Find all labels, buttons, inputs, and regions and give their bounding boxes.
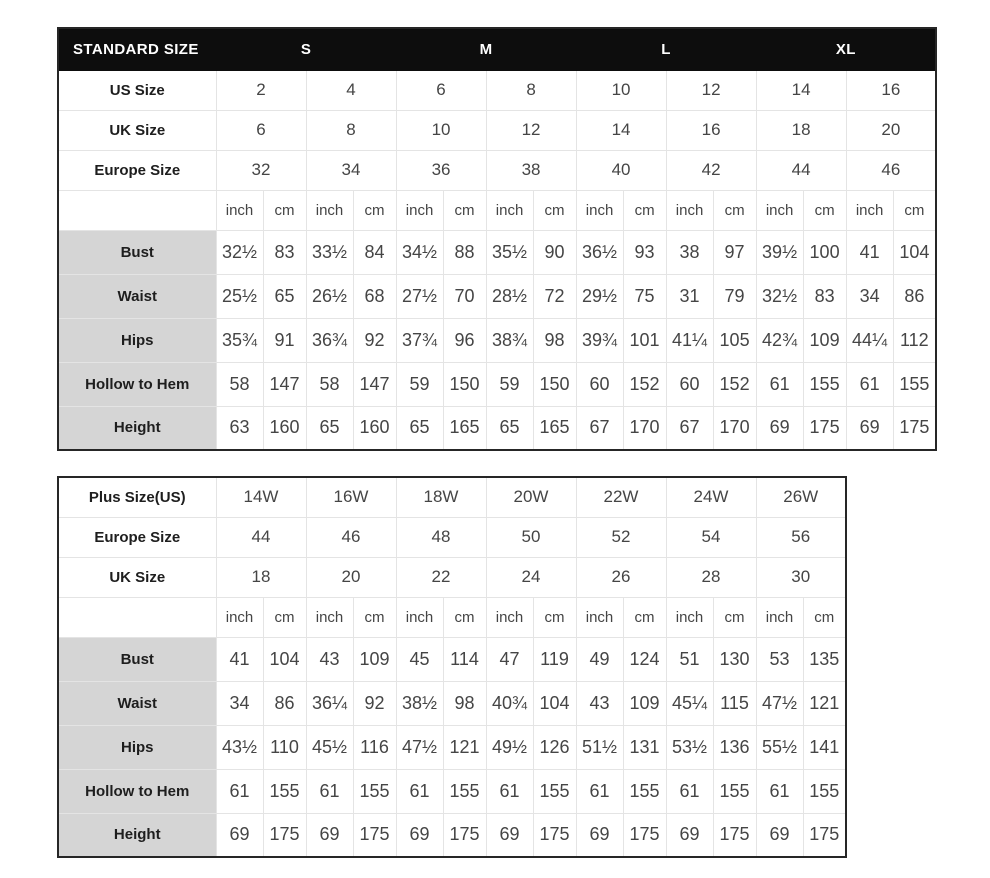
unit-cm-label: cm (713, 597, 756, 637)
size-value-cell: 22W (576, 477, 666, 517)
measurement-value-cell: 61 (846, 362, 893, 406)
measure-row-label: Hollow to Hem (58, 769, 216, 813)
measurement-value-cell: 63 (216, 406, 263, 450)
measurement-value-cell: 43 (576, 681, 623, 725)
measurement-value-cell: 92 (353, 318, 396, 362)
measurement-value-cell: 42¾ (756, 318, 803, 362)
measurement-value-cell: 109 (353, 637, 396, 681)
size-value-cell: 24 (486, 557, 576, 597)
size-value-cell: 20 (306, 557, 396, 597)
measurement-value-cell: 44¼ (846, 318, 893, 362)
size-value-cell: 46 (846, 150, 936, 190)
size-value-cell: 38 (486, 150, 576, 190)
measurement-value-cell: 175 (263, 813, 306, 857)
measurement-value-cell: 61 (666, 769, 713, 813)
measurement-value-cell: 92 (353, 681, 396, 725)
measurement-value-cell: 86 (263, 681, 306, 725)
measurement-value-cell: 45 (396, 637, 443, 681)
measurement-value-cell: 152 (713, 362, 756, 406)
size-value-cell: 24W (666, 477, 756, 517)
measurement-value-cell: 98 (533, 318, 576, 362)
measurement-value-cell: 90 (533, 230, 576, 274)
measurement-value-cell: 49 (576, 637, 623, 681)
measurement-value-cell: 100 (803, 230, 846, 274)
measurement-value-cell: 51 (666, 637, 713, 681)
measurement-value-cell: 152 (623, 362, 666, 406)
measure-row-label: Hollow to Hem (58, 362, 216, 406)
size-value-cell: 8 (486, 70, 576, 110)
size-value-cell: 30 (756, 557, 846, 597)
measurement-value-cell: 121 (803, 681, 846, 725)
measurement-value-cell: 59 (486, 362, 533, 406)
unit-cm-label: cm (713, 190, 756, 230)
measurement-value-cell: 175 (893, 406, 936, 450)
unit-corner-cell (58, 597, 216, 637)
standard-size-table (57, 27, 937, 451)
measurement-value-cell: 45½ (306, 725, 353, 769)
measurement-value-cell: 69 (486, 813, 533, 857)
measurement-value-cell: 38 (666, 230, 713, 274)
unit-inch-label: inch (216, 190, 263, 230)
row-label: UK Size (58, 557, 216, 597)
size-value-cell: 8 (306, 110, 396, 150)
measurement-value-cell: 43½ (216, 725, 263, 769)
measurement-value-cell: 175 (803, 813, 846, 857)
size-value-cell: 10 (576, 70, 666, 110)
measurement-value-cell: 34½ (396, 230, 443, 274)
measurement-value-cell: 35¾ (216, 318, 263, 362)
measurement-value-cell: 155 (443, 769, 486, 813)
measurement-value-cell: 135 (803, 637, 846, 681)
measurement-value-cell: 69 (396, 813, 443, 857)
unit-corner-cell (58, 190, 216, 230)
unit-inch-label: inch (306, 597, 353, 637)
measurement-value-cell: 58 (306, 362, 353, 406)
measurement-value-cell: 98 (443, 681, 486, 725)
measurement-value-cell: 49½ (486, 725, 533, 769)
measurement-value-cell: 170 (713, 406, 756, 450)
measurement-value-cell: 65 (396, 406, 443, 450)
measurement-value-cell: 105 (713, 318, 756, 362)
size-value-cell: 50 (486, 517, 576, 557)
unit-inch-label: inch (666, 190, 713, 230)
measurement-value-cell: 83 (263, 230, 306, 274)
unit-cm-label: cm (803, 190, 846, 230)
measurement-value-cell: 37¾ (396, 318, 443, 362)
size-value-cell: 18 (216, 557, 306, 597)
row-label: Plus Size(US) (58, 477, 216, 517)
measurement-value-cell: 155 (803, 769, 846, 813)
unit-cm-label: cm (353, 190, 396, 230)
measurement-value-cell: 109 (803, 318, 846, 362)
measurement-value-cell: 155 (533, 769, 576, 813)
size-value-cell: 16 (666, 110, 756, 150)
size-value-cell: 26 (576, 557, 666, 597)
measurement-value-cell: 160 (353, 406, 396, 450)
measurement-value-cell: 39¾ (576, 318, 623, 362)
measurement-value-cell: 61 (756, 362, 803, 406)
size-value-cell: 20 (846, 110, 936, 150)
measurement-value-cell: 29½ (576, 274, 623, 318)
measurement-value-cell: 101 (623, 318, 666, 362)
measure-row-label: Height (58, 813, 216, 857)
measurement-value-cell: 67 (666, 406, 713, 450)
size-header-s: S (216, 28, 396, 70)
size-value-cell: 18 (756, 110, 846, 150)
unit-inch-label: inch (666, 597, 713, 637)
size-value-cell: 40 (576, 150, 666, 190)
measurement-value-cell: 32½ (216, 230, 263, 274)
measurement-value-cell: 65 (263, 274, 306, 318)
measurement-value-cell: 69 (306, 813, 353, 857)
unit-cm-label: cm (623, 190, 666, 230)
measurement-value-cell: 38¾ (486, 318, 533, 362)
size-value-cell: 2 (216, 70, 306, 110)
measurement-value-cell: 121 (443, 725, 486, 769)
measurement-value-cell: 110 (263, 725, 306, 769)
measurement-value-cell: 60 (576, 362, 623, 406)
size-value-cell: 34 (306, 150, 396, 190)
measure-row-label: Hips (58, 725, 216, 769)
measurement-value-cell: 88 (443, 230, 486, 274)
measurement-value-cell: 25½ (216, 274, 263, 318)
unit-inch-label: inch (846, 190, 893, 230)
measurement-value-cell: 69 (576, 813, 623, 857)
size-value-cell: 44 (756, 150, 846, 190)
measurement-value-cell: 96 (443, 318, 486, 362)
size-value-cell: 14 (576, 110, 666, 150)
measurement-value-cell: 93 (623, 230, 666, 274)
measurement-value-cell: 155 (893, 362, 936, 406)
size-value-cell: 52 (576, 517, 666, 557)
measurement-value-cell: 165 (533, 406, 576, 450)
measurement-value-cell: 79 (713, 274, 756, 318)
measure-row-label: Hips (58, 318, 216, 362)
measurement-value-cell: 109 (623, 681, 666, 725)
measurement-value-cell: 58 (216, 362, 263, 406)
measurement-value-cell: 155 (803, 362, 846, 406)
size-value-cell: 20W (486, 477, 576, 517)
measurement-value-cell: 147 (353, 362, 396, 406)
unit-inch-label: inch (396, 597, 443, 637)
measurement-value-cell: 61 (756, 769, 803, 813)
measurement-value-cell: 136 (713, 725, 756, 769)
measurement-value-cell: 97 (713, 230, 756, 274)
unit-inch-label: inch (756, 597, 803, 637)
measure-row-label: Height (58, 406, 216, 450)
measurement-value-cell: 39½ (756, 230, 803, 274)
row-label: UK Size (58, 110, 216, 150)
measurement-value-cell: 147 (263, 362, 306, 406)
unit-cm-label: cm (263, 190, 306, 230)
measurement-value-cell: 61 (396, 769, 443, 813)
measurement-value-cell: 34 (846, 274, 893, 318)
measurement-value-cell: 65 (306, 406, 353, 450)
measurement-value-cell: 38½ (396, 681, 443, 725)
measurement-value-cell: 35½ (486, 230, 533, 274)
size-header-l: L (576, 28, 756, 70)
row-label: Europe Size (58, 150, 216, 190)
measurement-value-cell: 155 (623, 769, 666, 813)
unit-cm-label: cm (263, 597, 306, 637)
size-value-cell: 26W (756, 477, 846, 517)
unit-inch-label: inch (216, 597, 263, 637)
measurement-value-cell: 170 (623, 406, 666, 450)
measurement-value-cell: 69 (846, 406, 893, 450)
size-value-cell: 42 (666, 150, 756, 190)
measurement-value-cell: 65 (486, 406, 533, 450)
size-header-xl: XL (756, 28, 936, 70)
measurement-value-cell: 69 (666, 813, 713, 857)
measurement-value-cell: 61 (486, 769, 533, 813)
size-value-cell: 28 (666, 557, 756, 597)
measurement-value-cell: 69 (216, 813, 263, 857)
measurement-value-cell: 61 (306, 769, 353, 813)
row-label: US Size (58, 70, 216, 110)
size-value-cell: 32 (216, 150, 306, 190)
measurement-value-cell: 60 (666, 362, 713, 406)
size-value-cell: 46 (306, 517, 396, 557)
measurement-value-cell: 91 (263, 318, 306, 362)
measurement-value-cell: 112 (893, 318, 936, 362)
size-value-cell: 44 (216, 517, 306, 557)
measurement-value-cell: 175 (713, 813, 756, 857)
unit-inch-label: inch (756, 190, 803, 230)
measurement-value-cell: 115 (713, 681, 756, 725)
measurement-value-cell: 61 (576, 769, 623, 813)
measurement-value-cell: 72 (533, 274, 576, 318)
measurement-value-cell: 175 (623, 813, 666, 857)
measure-row-label: Waist (58, 274, 216, 318)
measurement-value-cell: 104 (893, 230, 936, 274)
measurement-value-cell: 84 (353, 230, 396, 274)
measurement-value-cell: 61 (216, 769, 263, 813)
measurement-value-cell: 69 (756, 406, 803, 450)
measurement-value-cell: 124 (623, 637, 666, 681)
measurement-value-cell: 28½ (486, 274, 533, 318)
measurement-value-cell: 41 (846, 230, 893, 274)
unit-inch-label: inch (576, 190, 623, 230)
measurement-value-cell: 114 (443, 637, 486, 681)
unit-inch-label: inch (306, 190, 353, 230)
measurement-value-cell: 175 (533, 813, 576, 857)
measurement-value-cell: 126 (533, 725, 576, 769)
measurement-value-cell: 31 (666, 274, 713, 318)
size-header-m: M (396, 28, 576, 70)
measurement-value-cell: 104 (533, 681, 576, 725)
measurement-value-cell: 47½ (756, 681, 803, 725)
measurement-value-cell: 53 (756, 637, 803, 681)
measurement-value-cell: 175 (353, 813, 396, 857)
plus-size-table (57, 476, 847, 858)
measurement-value-cell: 51½ (576, 725, 623, 769)
unit-inch-label: inch (396, 190, 443, 230)
measurement-value-cell: 33½ (306, 230, 353, 274)
unit-inch-label: inch (486, 597, 533, 637)
unit-inch-label: inch (576, 597, 623, 637)
measurement-value-cell: 68 (353, 274, 396, 318)
measurement-value-cell: 119 (533, 637, 576, 681)
measurement-value-cell: 40¾ (486, 681, 533, 725)
measurement-value-cell: 34 (216, 681, 263, 725)
measurement-value-cell: 27½ (396, 274, 443, 318)
size-value-cell: 36 (396, 150, 486, 190)
measurement-value-cell: 59 (396, 362, 443, 406)
measurement-value-cell: 45¼ (666, 681, 713, 725)
measurement-value-cell: 130 (713, 637, 756, 681)
unit-cm-label: cm (623, 597, 666, 637)
measure-row-label: Waist (58, 681, 216, 725)
size-value-cell: 4 (306, 70, 396, 110)
unit-cm-label: cm (893, 190, 936, 230)
measurement-value-cell: 47 (486, 637, 533, 681)
size-value-cell: 22 (396, 557, 486, 597)
measurement-value-cell: 69 (756, 813, 803, 857)
size-value-cell: 16 (846, 70, 936, 110)
measurement-value-cell: 175 (803, 406, 846, 450)
unit-cm-label: cm (353, 597, 396, 637)
measurement-value-cell: 43 (306, 637, 353, 681)
unit-cm-label: cm (533, 190, 576, 230)
size-value-cell: 48 (396, 517, 486, 557)
unit-cm-label: cm (443, 597, 486, 637)
measurement-value-cell: 141 (803, 725, 846, 769)
measurement-value-cell: 131 (623, 725, 666, 769)
measurement-value-cell: 47½ (396, 725, 443, 769)
measurement-value-cell: 36½ (576, 230, 623, 274)
measurement-value-cell: 160 (263, 406, 306, 450)
measurement-value-cell: 41 (216, 637, 263, 681)
measure-row-label: Bust (58, 230, 216, 274)
measure-row-label: Bust (58, 637, 216, 681)
size-value-cell: 12 (666, 70, 756, 110)
measurement-value-cell: 36¼ (306, 681, 353, 725)
unit-inch-label: inch (486, 190, 533, 230)
measurement-value-cell: 155 (353, 769, 396, 813)
measurement-value-cell: 55½ (756, 725, 803, 769)
measurement-value-cell: 175 (443, 813, 486, 857)
measurement-value-cell: 150 (533, 362, 576, 406)
unit-cm-label: cm (443, 190, 486, 230)
measurement-value-cell: 36¾ (306, 318, 353, 362)
measurement-value-cell: 41¼ (666, 318, 713, 362)
table-title: STANDARD SIZE (58, 28, 216, 70)
size-value-cell: 6 (396, 70, 486, 110)
measurement-value-cell: 104 (263, 637, 306, 681)
size-value-cell: 54 (666, 517, 756, 557)
row-label: Europe Size (58, 517, 216, 557)
measurement-value-cell: 83 (803, 274, 846, 318)
measurement-value-cell: 150 (443, 362, 486, 406)
measurement-value-cell: 86 (893, 274, 936, 318)
unit-cm-label: cm (533, 597, 576, 637)
measurement-value-cell: 26½ (306, 274, 353, 318)
measurement-value-cell: 155 (713, 769, 756, 813)
size-value-cell: 16W (306, 477, 396, 517)
size-value-cell: 14W (216, 477, 306, 517)
size-value-cell: 10 (396, 110, 486, 150)
measurement-value-cell: 67 (576, 406, 623, 450)
measurement-value-cell: 165 (443, 406, 486, 450)
measurement-value-cell: 70 (443, 274, 486, 318)
size-value-cell: 6 (216, 110, 306, 150)
size-value-cell: 56 (756, 517, 846, 557)
measurement-value-cell: 116 (353, 725, 396, 769)
size-value-cell: 12 (486, 110, 576, 150)
measurement-value-cell: 75 (623, 274, 666, 318)
measurement-value-cell: 32½ (756, 274, 803, 318)
size-value-cell: 18W (396, 477, 486, 517)
measurement-value-cell: 53½ (666, 725, 713, 769)
size-value-cell: 14 (756, 70, 846, 110)
measurement-value-cell: 155 (263, 769, 306, 813)
unit-cm-label: cm (803, 597, 846, 637)
